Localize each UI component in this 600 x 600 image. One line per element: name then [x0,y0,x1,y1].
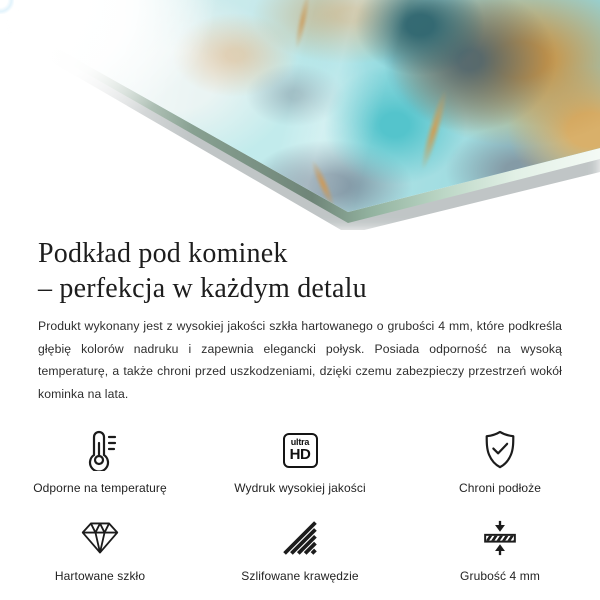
feature-label: Szlifowane krawędzie [241,569,359,583]
diamond-icon [80,515,120,561]
thickness-4mm-icon [482,515,518,561]
sparkle-core [0,0,14,14]
text-content [0,230,600,405]
product-photo [0,0,600,230]
page-title-line1: Podkład pod kominek [38,238,288,269]
shield-check-icon [481,427,519,473]
feature-label: Odporne na temperaturę [33,481,167,495]
feature-protection [400,427,600,495]
page-title [38,230,562,306]
white-fade-overlay [0,0,600,230]
feature-label: Grubość 4 mm [460,569,540,583]
ultra-hd-badge [283,433,318,468]
ultra-hd-text-bottom: HD [289,446,311,463]
feature-print-quality [200,427,400,495]
product-description: Produkt wykonany jest z wysokiej jakości szkła hartowanego o grubości 4 mm, które podkreśla głębię kolorów nadruku i zapewnia elegancki połysk. Posiada odporność na wysoką temperaturę, a także chroni przed uszkodzeniami, dzięki czemu zabezpieczy przestrzeń wokół kominka na lata. [38,319,562,401]
ultra-hd-icon [283,427,318,473]
ultra-hd-text-top: ultra [290,437,310,447]
feature-label: Wydruk wysokiej jakości [234,481,366,495]
feature-polished-edges [200,515,400,583]
feature-label: Hartowane szkło [54,569,146,583]
feature-thickness [400,515,600,583]
thermometer-icon [83,427,117,473]
page-title-line2: – perfekcja w każdym detalu [38,273,367,304]
feature-temperature [0,427,200,495]
feature-label: Chroni podłoże [458,481,542,495]
features-grid [0,427,600,583]
feature-tempered-glass [0,515,200,583]
polished-edges-icon [282,515,318,561]
